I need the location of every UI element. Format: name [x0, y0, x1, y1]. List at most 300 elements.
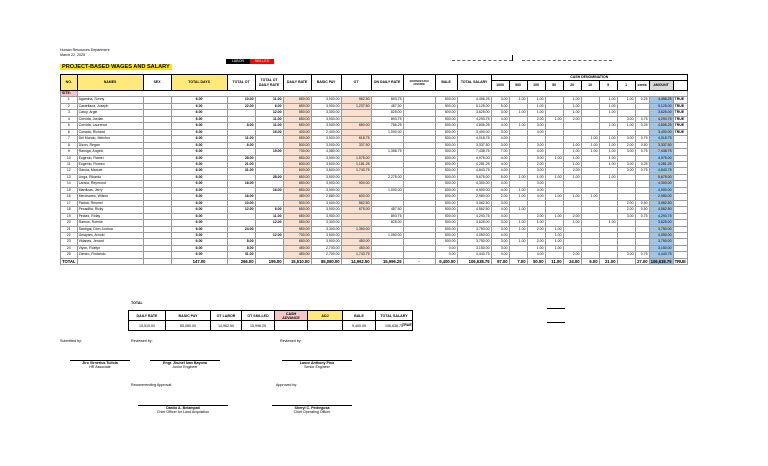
signature-reviewed-1	[150, 360, 220, 369]
daily-rate: 450.00	[283, 245, 311, 251]
total-ot: 22.00	[227, 103, 255, 109]
on-daily-rate: 487.50	[371, 207, 403, 213]
total-days: 6.00	[171, 207, 227, 213]
total-salary: 4,293.75	[457, 116, 491, 122]
col-denom-5: 10	[581, 81, 599, 91]
denom-8: 0.75	[635, 136, 649, 142]
row-number: 1	[61, 97, 78, 103]
ot-amount: 1,237.50	[341, 103, 371, 109]
daily-rate: 550.00	[283, 110, 311, 116]
daily-rate: 650.00	[283, 123, 311, 129]
skilled-label: SKILLED	[250, 59, 274, 64]
total-ot: 266.00	[227, 258, 255, 264]
denom-4: 1.00	[563, 142, 581, 148]
on-daily-rate: 1,000.00	[371, 187, 403, 193]
denom-2: 4.00	[527, 194, 545, 200]
denom-0: 5.00	[491, 174, 509, 180]
col-denom-7: 1	[617, 81, 635, 91]
bale: 500.00	[435, 194, 457, 200]
denom-2: 4.00	[527, 252, 545, 258]
total-amount: 106,638.75	[650, 258, 672, 264]
total-days: 6.00	[171, 200, 227, 206]
denom-6: 1.00	[599, 161, 617, 167]
denom-9: 4,843.75	[649, 168, 673, 174]
section-label: SITE:	[61, 91, 78, 97]
total-basic-pay: 85,080.00	[311, 258, 341, 264]
employee-name: Cunada, Richard	[77, 129, 143, 135]
denom-9: 3,150.00	[649, 245, 673, 251]
total-days: 6.00	[171, 129, 227, 135]
row-number: 23	[61, 239, 78, 245]
denom-4: 1.00	[563, 110, 581, 116]
basic-pay: 3,900.00	[311, 174, 341, 180]
bale: 500.00	[435, 168, 457, 174]
denom-2: 4.00	[527, 187, 545, 193]
denom-0: 3.00	[491, 110, 509, 116]
total-ot: 28.00	[227, 155, 255, 161]
row-number: 7	[61, 136, 78, 142]
employee-name: Eugenio, Ramel	[77, 155, 143, 161]
total-days: 6.00	[171, 174, 227, 180]
total-ot: 10.00	[227, 200, 255, 206]
cell	[143, 258, 171, 264]
ot-amount: 962.50	[341, 97, 371, 103]
reviewed-by-label: Reviewed by:	[131, 339, 153, 343]
on-daily-rate: 487.50	[371, 103, 403, 109]
total-ot-daily: 11.00	[255, 116, 283, 122]
total-flag: TRUE	[674, 258, 686, 264]
ot-amount: 1,743.75	[341, 252, 371, 258]
basic-pay: 3,900.00	[311, 181, 341, 187]
total-ot-daily: 12.00	[255, 220, 283, 226]
denom-0: 4.00	[491, 207, 509, 213]
total-days: 6.00	[171, 220, 227, 226]
total-ot-daily: 16.00	[255, 187, 283, 193]
total-salary: 5,125.00	[457, 103, 491, 109]
total-ot-daily: 195.00	[255, 258, 283, 264]
denom-4: 1.00	[563, 103, 581, 109]
total-salary: 3,750.00	[457, 226, 491, 232]
denom-2: 3.00	[527, 168, 545, 174]
row-number: 6	[61, 129, 78, 135]
denom-0: 4.00	[491, 181, 509, 187]
on-daily-rate: 2,275.00	[371, 174, 403, 180]
denom-2: 2.00	[527, 213, 545, 219]
denom-6: 1.00	[599, 97, 617, 103]
summary-header: ADJ	[308, 311, 343, 321]
daily-rate: 650.00	[283, 239, 311, 245]
total-denom-6: 21.00	[599, 258, 617, 264]
total-salary: 4,975.00	[457, 155, 491, 161]
on-daily-rate: 1,358.75	[371, 149, 403, 155]
denom-0: 3.00	[491, 245, 509, 251]
denom-3: 1.00	[545, 239, 563, 245]
signatory-name: Engr. Jhunel Ivan Bayona	[163, 361, 207, 365]
total-ot-daily: 12.00	[255, 110, 283, 116]
denom-9: 3,337.50	[649, 142, 673, 148]
denom-8: 0.50	[635, 207, 649, 213]
denom-2: 3.00	[527, 123, 545, 129]
total-ot: 16.00	[227, 181, 255, 187]
denom-7: 3.00	[617, 168, 635, 174]
total-denom-5: 6.00	[581, 258, 599, 264]
row-number: 25	[61, 252, 78, 258]
denom-4: 2.00	[563, 116, 581, 122]
denom-0: 4.00	[491, 136, 509, 142]
total-ot-daily: 6.00	[255, 207, 283, 213]
basic-pay: 2,400.00	[311, 129, 341, 135]
basic-pay: 3,900.00	[311, 136, 341, 142]
denom-5: 1.00	[581, 136, 599, 142]
bale: 500.00	[435, 207, 457, 213]
bale: 500.00	[435, 181, 457, 187]
total-ot-daily: 12.00	[255, 232, 283, 238]
denom-4: 2.00	[563, 252, 581, 258]
total-salary: 3,150.00	[457, 245, 491, 251]
denom-6: 1.00	[599, 110, 617, 116]
on-daily-rate: 825.00	[371, 110, 403, 116]
col-denom-3: 50	[545, 81, 563, 91]
total-days: 6.00	[171, 245, 227, 251]
total-ot-daily: 11.00	[255, 97, 283, 103]
total-days: 6.00	[171, 149, 227, 155]
total-salary: 4,443.75	[457, 252, 491, 258]
approved-by-label: Approved by:	[276, 383, 298, 387]
bale: 500.00	[435, 174, 457, 180]
total-days: 6.00	[171, 110, 227, 116]
daily-rate: 650.00	[283, 174, 311, 180]
bale: 500.00	[435, 220, 457, 226]
signature-reviewed-2	[282, 360, 352, 369]
ot-amount: 650.00	[341, 123, 371, 129]
denom-0: 4.00	[491, 116, 509, 122]
basic-pay: 2,700.00	[311, 245, 341, 251]
col-denom-8: cents	[635, 81, 649, 91]
total-days: 6.00	[171, 97, 227, 103]
denom-6: 1.00	[599, 142, 617, 148]
denom-0: 3.00	[491, 129, 509, 135]
row-number: 12	[61, 168, 78, 174]
total-days: 5.00	[171, 232, 227, 238]
summary-header: BASIC PAY	[166, 311, 211, 321]
total-ot-amount: 14,962.50	[341, 258, 371, 264]
basic-pay: 4,380.00	[311, 149, 341, 155]
denom-5: 1.00	[581, 194, 599, 200]
signatory-name: Danilo A. Belampati	[166, 406, 200, 410]
daily-rate: 650.00	[283, 155, 311, 161]
daily-rate: 650.00	[283, 136, 311, 142]
top-dashed-line	[452, 60, 512, 61]
employee-name: Ramos, Roenie	[77, 220, 143, 226]
row-number: 21	[61, 226, 78, 232]
row-flag: TRUE	[673, 97, 687, 103]
daily-rate: 650.00	[283, 103, 311, 109]
denom-8: 0.25	[635, 123, 649, 129]
denom-0: 3.00	[491, 226, 509, 232]
total-row	[61, 258, 688, 264]
col-cash-denomination: CASH DENOMINATION	[491, 75, 687, 81]
row-number: 24	[61, 245, 78, 251]
basic-pay: 3,900.00	[311, 123, 341, 129]
total-salary: 4,300.00	[457, 181, 491, 187]
total-ot: 8.00	[227, 123, 255, 129]
denom-7: 3.00	[617, 161, 635, 167]
denom-3: 1.00	[545, 155, 563, 161]
total-days: 6.00	[171, 155, 227, 161]
denom-9: 3,750.00	[649, 239, 673, 245]
summary-header: TOTAL SALARY	[376, 311, 413, 321]
ot-amount: 1,743.75	[341, 168, 371, 174]
denom-6: 1.00	[599, 149, 617, 155]
total-ot: 12.00	[227, 207, 255, 213]
employee-name: Vidanes, Jenard	[77, 239, 143, 245]
denom-0: 4.00	[491, 161, 509, 167]
employee-name: Ramiga, Angelo	[77, 149, 143, 155]
denom-8: 0.75	[635, 252, 649, 258]
on-daily-rate: 893.75	[371, 213, 403, 219]
total-ot-daily: 19.00	[255, 149, 283, 155]
denom-9: 5,675.00	[649, 174, 673, 180]
signatory-name: Jiro Virnerius Tuliola	[82, 361, 118, 365]
total-days: 6.00	[171, 123, 227, 129]
total-ot: 11.00	[227, 136, 255, 142]
bale: 500.00	[435, 142, 457, 148]
denom-9: 4,443.75	[649, 252, 673, 258]
employee-name: Mardicas, Jerry	[77, 187, 143, 193]
report-date: March 22, 2025	[60, 53, 85, 57]
total-salary: 4,293.75	[457, 213, 491, 219]
summary-flag: TRUE	[402, 323, 412, 327]
denom-2: 3.00	[527, 142, 545, 148]
basic-pay: 3,900.00	[311, 103, 341, 109]
denom-9: 4,293.75	[649, 213, 673, 219]
bale: 500.00	[435, 123, 457, 129]
bale: 500.00	[435, 149, 457, 155]
total-ot: 31.00	[227, 252, 255, 258]
denom-7: 2.00	[617, 142, 635, 148]
col-total-ot-daily: TOTAL OT DAILY RATE	[255, 75, 283, 91]
basic-pay: 3,000.00	[311, 200, 341, 206]
denom-0: 3.00	[491, 142, 509, 148]
daily-rate: 500.00	[283, 200, 311, 206]
denom-2: 2.00	[527, 226, 545, 232]
ot-amount: 562.50	[341, 200, 371, 206]
row-number: 2	[61, 103, 78, 109]
basic-pay: 3,600.00	[311, 161, 341, 167]
denom-0: 3.00	[491, 239, 509, 245]
total-ot-daily: 6.00	[255, 103, 283, 109]
total-salary: 2,980.00	[457, 194, 491, 200]
employee-name: Corvida, Jordan	[77, 116, 143, 122]
denom-1: 1.00	[509, 239, 527, 245]
cell	[77, 258, 143, 264]
denom-2: 1.00	[527, 220, 545, 226]
denom-4: 2.00	[563, 168, 581, 174]
row-flag: TRUE	[673, 103, 687, 109]
total-salary: 106,638.75	[457, 258, 491, 264]
ot-amount: 450.00	[341, 245, 371, 251]
summary-value: 14,962.50	[211, 321, 242, 331]
employee-name: Padua, Reumel	[77, 200, 143, 206]
basic-pay: 3,900.00	[311, 239, 341, 245]
summary-value: 106,638.75	[376, 321, 413, 331]
daily-rate: 730.00	[283, 149, 311, 155]
total-advance: -	[403, 258, 435, 264]
ot-amount: 1,350.00	[341, 226, 371, 232]
basic-pay: 3,300.00	[311, 110, 341, 116]
denom-2: 1.00	[527, 110, 545, 116]
basic-pay: 3,900.00	[311, 213, 341, 219]
total-ot: 6.00	[227, 142, 255, 148]
employee-name: Castellana, Joseph	[77, 103, 143, 109]
bale: 500.00	[435, 200, 457, 206]
row-number: 5	[61, 123, 78, 129]
row-number: 3	[61, 110, 78, 116]
summary-value	[275, 321, 308, 331]
bale: 0.00	[435, 252, 457, 258]
on-daily-rate: 893.75	[371, 116, 403, 122]
total-ot-daily: 16.00	[255, 129, 283, 135]
total-ot: 8.00	[227, 239, 255, 245]
denom-3: 1.00	[545, 194, 563, 200]
total-salary: 3,625.00	[457, 220, 491, 226]
col-denom-2: 100	[527, 81, 545, 91]
denom-1: 1.00	[509, 110, 527, 116]
row-number: 18	[61, 207, 78, 213]
denom-1: 1.00	[509, 220, 527, 226]
daily-rate: 600.00	[283, 168, 311, 174]
denom-9: 4,900.00	[649, 187, 673, 193]
row-flag: TRUE	[673, 116, 687, 122]
employee-name: Agamina, Sonny	[77, 97, 143, 103]
denom-1: 1.00	[509, 226, 527, 232]
total-days: 6.00	[171, 142, 227, 148]
denom-6: 1.00	[599, 155, 617, 161]
total-bale: 9,400.00	[435, 258, 457, 264]
col-denom-9: AMOUNT	[649, 81, 673, 91]
col-names: NAMES	[77, 75, 143, 91]
submitted-by-label: Submitted by:	[60, 339, 82, 343]
total-salary: 3,625.00	[457, 110, 491, 116]
top-dashed-line-2	[522, 60, 612, 61]
bale: 0.00	[435, 245, 457, 251]
denom-4: 1.00	[563, 220, 581, 226]
denom-8: 0.75	[635, 213, 649, 219]
denom-9: 4,018.75	[649, 136, 673, 142]
signatory-role: Chief Officer for Land Acquisition	[156, 410, 210, 414]
total-salary: 4,456.25	[457, 97, 491, 103]
bale: 500.00	[435, 155, 457, 161]
denom-3: 1.00	[545, 174, 563, 180]
denom-4: 1.00	[563, 149, 581, 155]
total-salary: 4,050.00	[457, 232, 491, 238]
on-daily-rate: 1,000.00	[371, 129, 403, 135]
basic-pay: 2,880.00	[311, 194, 341, 200]
bale: 500.00	[435, 136, 457, 142]
denom-4: 1.00	[563, 155, 581, 161]
denom-4: 1.00	[563, 174, 581, 180]
total-days: 6.00	[171, 239, 227, 245]
signature-submitted	[70, 360, 130, 369]
denom-9: 3,625.00	[649, 220, 673, 226]
denom-3: 1.00	[545, 232, 563, 238]
denom-9: 4,562.50	[649, 207, 673, 213]
ot-amount: 675.00	[341, 207, 371, 213]
denom-9: 4,050.00	[649, 232, 673, 238]
bale: 500.00	[435, 232, 457, 238]
denom-0: 4.00	[491, 232, 509, 238]
denom-3: 1.00	[545, 116, 563, 122]
bale: 500.00	[435, 103, 457, 109]
denom-9: 2,980.00	[649, 194, 673, 200]
signatory-name: Sheryl C. Pedregosa	[294, 406, 330, 410]
col-ot: OT	[341, 75, 371, 91]
denom-2: 4.00	[527, 129, 545, 135]
denom-6: 1.00	[599, 136, 617, 142]
total-ot: 16.00	[227, 194, 255, 200]
denom-9: 7,438.75	[649, 149, 673, 155]
basic-pay: 3,500.00	[311, 232, 341, 238]
col-total-days: TOTAL DAYS	[171, 75, 227, 91]
employee-name: Corvida, Laurence	[77, 123, 143, 129]
denom-8: 0.75	[635, 149, 649, 155]
summary-value: 15,510.00	[129, 321, 166, 331]
denom-8: 0.75	[635, 116, 649, 122]
denom-2: 2.00	[527, 161, 545, 167]
denom-6: 1.00	[599, 123, 617, 129]
col-bale: BALE	[435, 75, 457, 91]
signatory-role: HR Associate	[89, 365, 111, 369]
daily-rate: 400.00	[283, 129, 311, 135]
daily-rate: 550.00	[283, 226, 311, 232]
ot-amount: 450.00	[341, 239, 371, 245]
daily-rate: 650.00	[283, 187, 311, 193]
employee-name: Del Mundo, Melchor	[77, 136, 143, 142]
denom-8: 0.25	[635, 97, 649, 103]
denom-1: 1.00	[509, 194, 527, 200]
daily-rate: 480.00	[283, 194, 311, 200]
ot-amount: 600.00	[341, 194, 371, 200]
total-label: TOTAL	[62, 258, 76, 264]
summary-header: CASH ADVANCE	[275, 311, 308, 321]
denom-0: 4.00	[491, 155, 509, 161]
employee-name: Larisia, Reymond	[77, 181, 143, 187]
signature-approved	[272, 405, 352, 414]
denom-7: 3.00	[617, 116, 635, 122]
daily-rate: 650.00	[283, 97, 311, 103]
denom-2: 1.00	[527, 174, 545, 180]
denom-0: 5.00	[491, 103, 509, 109]
row-flag: TRUE	[673, 123, 687, 129]
summary-header: OT LABOR	[211, 311, 242, 321]
bale: 500.00	[435, 239, 457, 245]
basic-pay: 3,900.00	[311, 187, 341, 193]
total-ot-daily: 11.00	[255, 123, 283, 129]
row-number: 13	[61, 174, 78, 180]
denom-0: 3.00	[491, 97, 509, 103]
recommending-label: Recommending Approval:	[131, 383, 173, 387]
total-denom-0: 97.00	[491, 258, 509, 264]
denom-2: 2.00	[527, 239, 545, 245]
col-total-ot: TOTAL OT	[227, 75, 255, 91]
denom-7: 3.00	[617, 252, 635, 258]
denom-9: 5,125.00	[649, 103, 673, 109]
row-number: 14	[61, 181, 78, 187]
denom-0: 4.00	[491, 187, 509, 193]
on-daily-rate: 825.00	[371, 220, 403, 226]
col-flag	[673, 81, 687, 91]
department-name: Human Resources Department	[60, 48, 110, 52]
